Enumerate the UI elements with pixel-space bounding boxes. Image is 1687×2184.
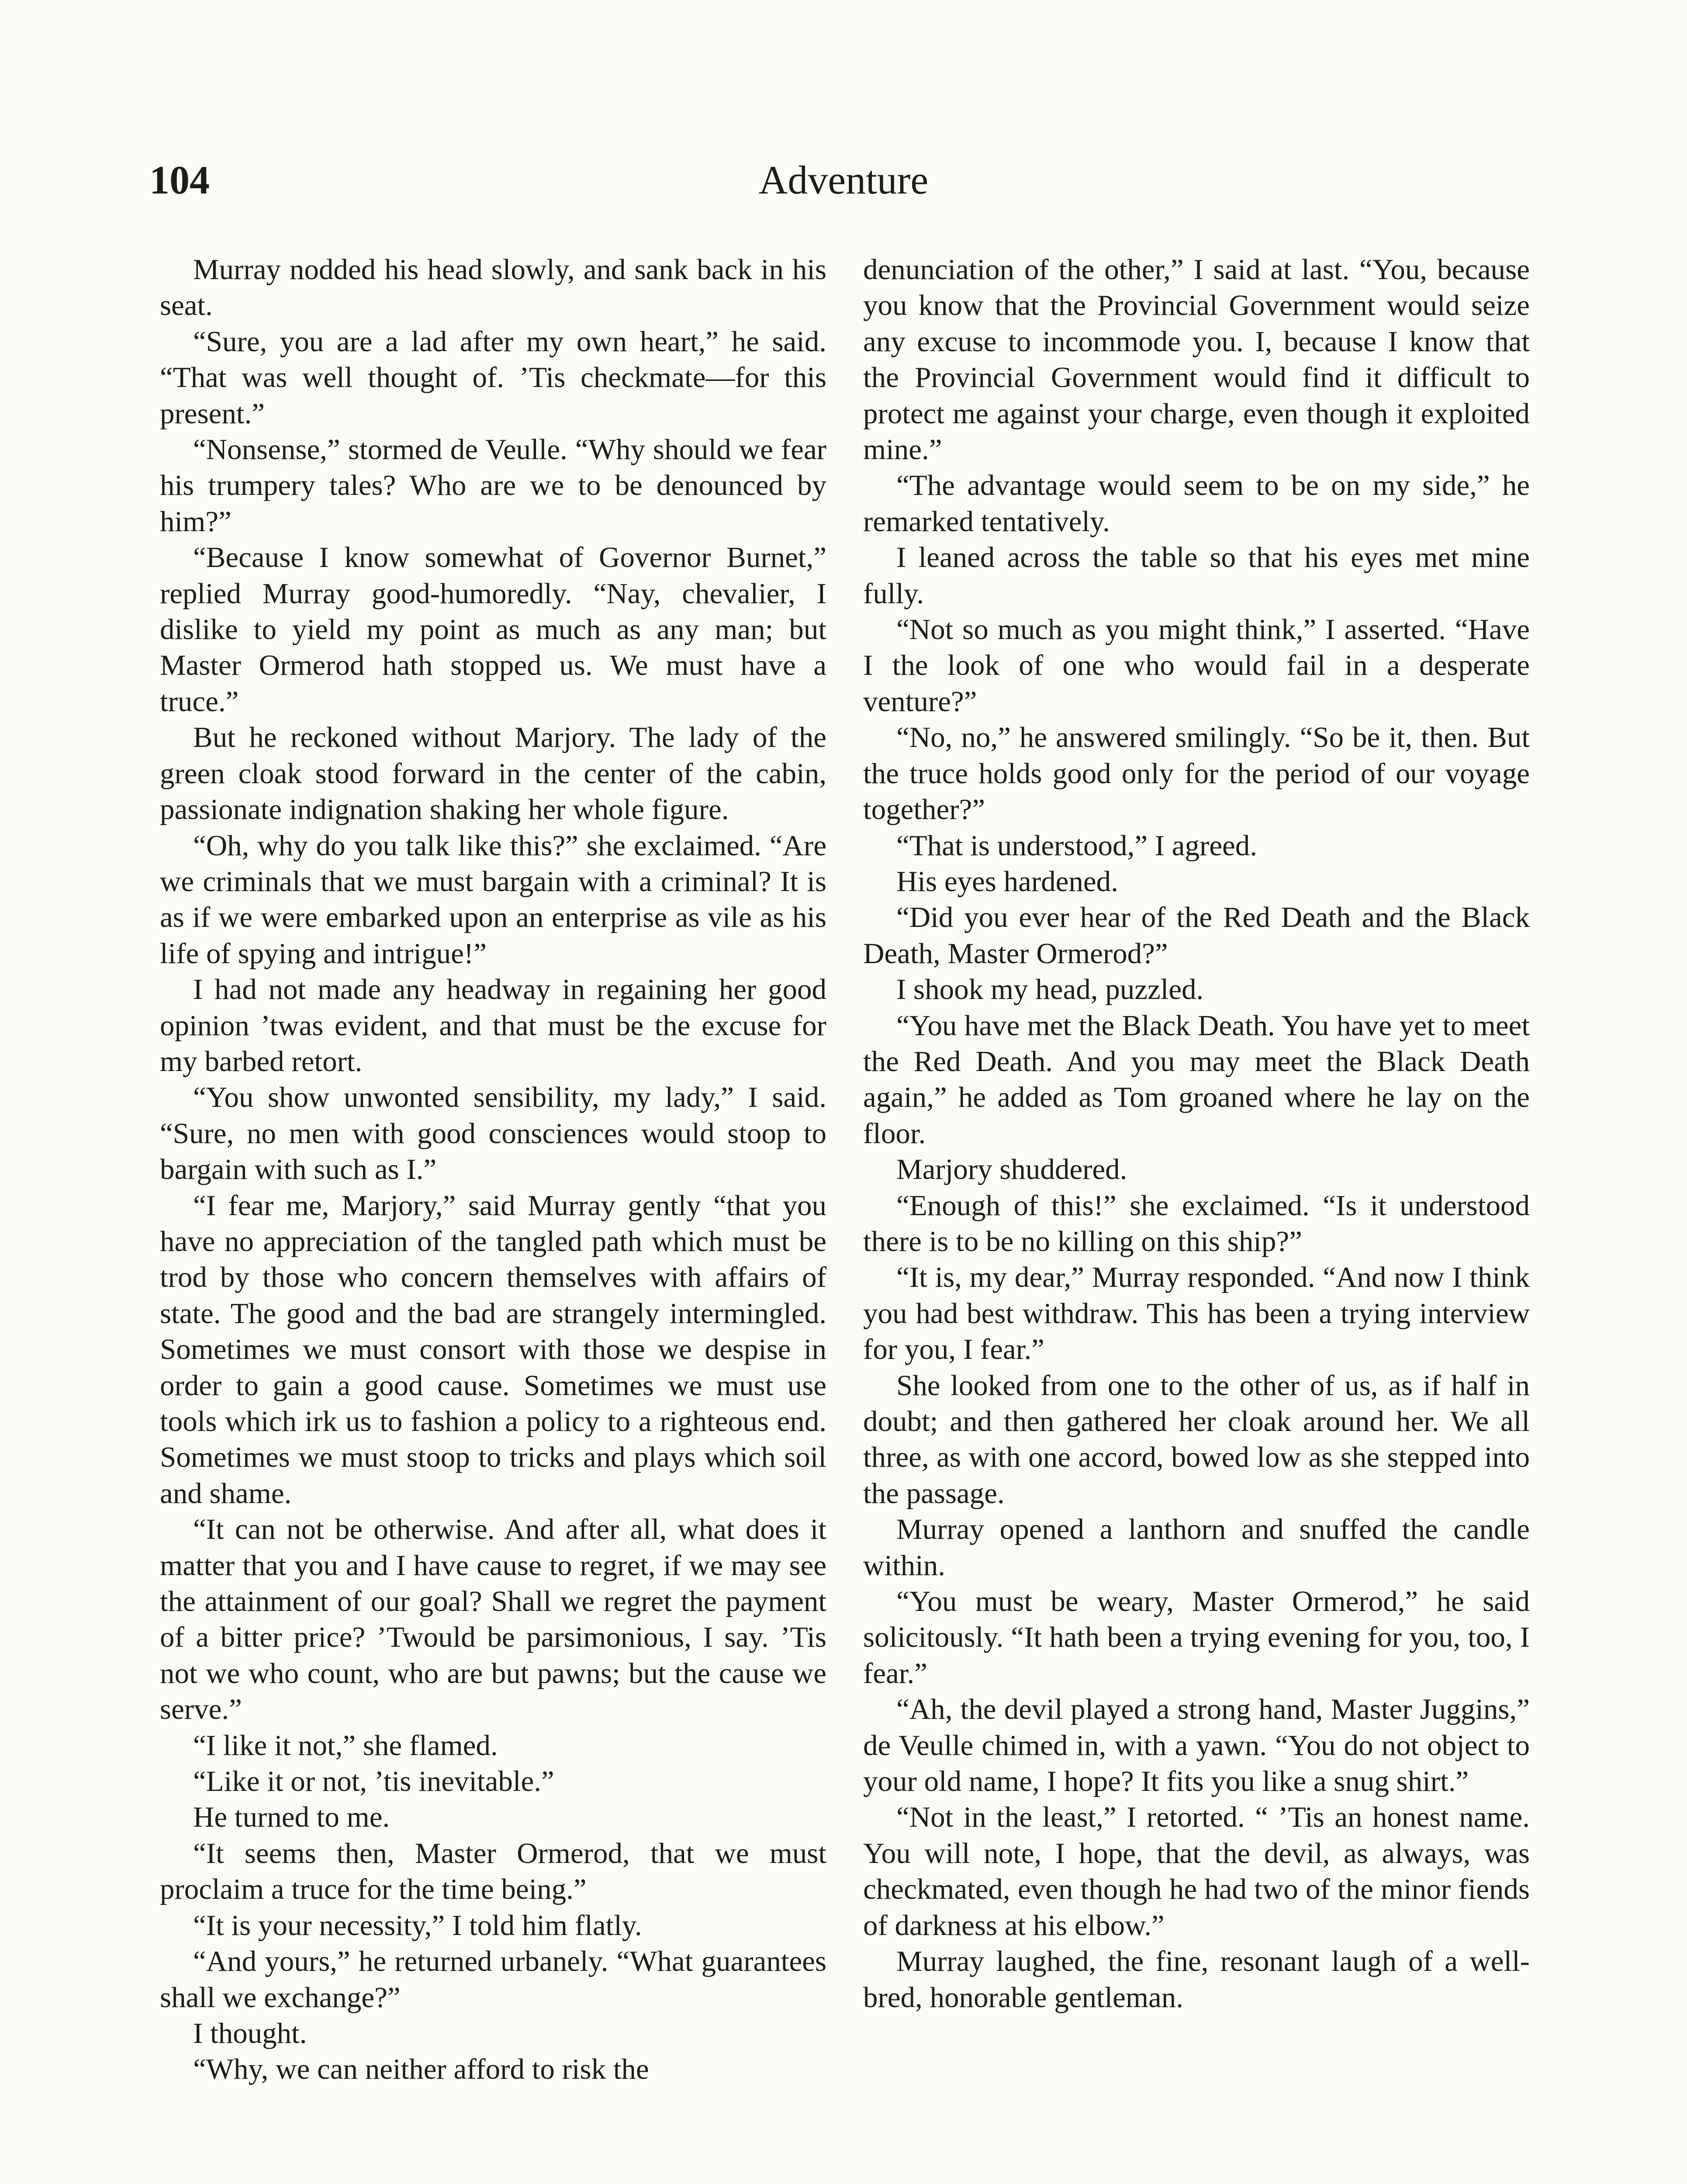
right-column	[863, 252, 1530, 2015]
paragraph: “That is understood,” I agreed.	[896, 829, 1258, 862]
paragraph: “I like it not,” she flamed.	[193, 1729, 498, 1762]
paragraph: Murray nodded his head slowly, and sank back in his seat.	[160, 253, 826, 322]
paragraph: “Sure, you are a lad after my own heart,” he said. “That was well thought of. ’Tis checkmate—for this present.”	[160, 325, 826, 430]
paragraph: “Oh, why do you talk like this?” she exclaimed. “Are we criminals that we must bargain with a criminal? It is as if we were embarked upon an enterprise as vile as his life of spying and intrigue!”	[160, 829, 826, 970]
page-title: Adventure	[758, 158, 929, 202]
paragraph: But he reckoned without Marjory. The lady of the green cloak stood forward in the center of the cabin, passionate indignation shaking her whole figure.	[160, 721, 826, 826]
paragraph: “You show unwonted sensibility, my lady,” I said. “Sure, no men with good consciences would stoop to bargain with such as I.”	[160, 1081, 826, 1186]
paragraph: “You must be weary, Master Ormerod,” he said solicitously. “It hath been a trying evening for you, too, I fear.”	[863, 1585, 1530, 1690]
paragraph: Marjory shuddered.	[896, 1153, 1127, 1186]
paragraph: His eyes hardened.	[896, 865, 1118, 898]
page-header	[0, 154, 1687, 211]
paragraph: “Ah, the devil played a strong hand, Master Juggins,” de Veulle chimed in, with a yawn. “You do not object to your old name, I hope? It fits you like a snug shirt.”	[863, 1693, 1530, 1798]
paragraph: “It seems then, Master Ormerod, that we must proclaim a truce for the time being.”	[160, 1837, 826, 1906]
paragraph: He turned to me.	[193, 1801, 390, 1834]
paragraph-continued: denunciation of the other,” I said at last. “You, because you know that the Provincial Government would seize any excuse to incommode you. I, because I know that the Provincial Government would find it difficult to protect me against your charge, even though it exploited mine.”	[863, 253, 1530, 466]
paragraph: “Like it or not, ’tis inevitable.”	[193, 1765, 554, 1798]
paragraph: “It can not be otherwise. And after all, what does it matter that you and I have cause to regret, if we may see the attainment of our goal? Shall we regret the payment of a bitter price? ’Twould be parsimonious, I say. ’Tis not we who count, who are but pawns; but the cause we serve.”	[160, 1513, 826, 1726]
paragraph: “Because I know somewhat of Governor Burnet,” replied Murray good-humoredly. “Nay, chevalier, I dislike to yield my point as much as any man; but Master Ormerod hath stopped us. We must have a truce.”	[160, 541, 826, 718]
paragraph: “And yours,” he returned urbanely. “What guarantees shall we exchange?”	[160, 1945, 826, 2014]
paragraph: Murray opened a lanthorn and snuffed the candle within.	[863, 1513, 1530, 1582]
paragraph: She looked from one to the other of us, as if half in doubt; and then gathered her cloak around her. We all three, as with one accord, bowed low as she stepped into the passage.	[863, 1369, 1530, 1510]
paragraph: “No, no,” he answered smilingly. “So be it, then. But the truce holds good only for the period of our voyage together?”	[863, 721, 1530, 826]
paragraph: I thought.	[193, 2017, 307, 2049]
paragraph: “Why, we can neither afford to risk the	[193, 2053, 649, 2086]
paragraph: “Nonsense,” stormed de Veulle. “Why should we fear his trumpery tales? Who are we to be denounced by him?”	[160, 433, 826, 538]
paragraph: “Did you ever hear of the Red Death and the Black Death, Master Ormerod?”	[863, 901, 1530, 970]
paragraph: I leaned across the table so that his eyes met mine fully.	[863, 541, 1530, 610]
paragraph: “The advantage would seem to be on my side,” he remarked tentatively.	[863, 469, 1530, 538]
paragraph: “Enough of this!” she exclaimed. “Is it understood there is to be no killing on this ship?”	[863, 1189, 1530, 1258]
paragraph: “It is, my dear,” Murray responded. “And now I think you had best withdraw. This has been a trying interview for you, I fear.”	[863, 1261, 1530, 1366]
paragraph: “I fear me, Marjory,” said Murray gently “that you have no appreciation of the tangled path which must be trod by those who concern themselves with affairs of state. The good and the bad are strangely intermingled. Sometimes we must consort with those we despise in order to gain a good cause. Sometimes we must use tools which irk us to fashion a policy to a righteous end. Sometimes we must stoop to tricks and plays which soil and shame.	[160, 1189, 826, 1510]
paragraph: I had not made any headway in regaining her good opinion ’twas evident, and that must be the excuse for my barbed retort.	[160, 973, 826, 1078]
left-column	[160, 252, 826, 2087]
paragraph: “It is your necessity,” I told him flatly.	[193, 1909, 642, 1942]
paragraph: Murray laughed, the fine, resonant laugh of a well-bred, honorable gentleman.	[863, 1945, 1530, 2014]
page-number: 104	[149, 158, 210, 202]
paragraph: “You have met the Black Death. You have yet to meet the Red Death. And you may meet the Black Death again,” he added as Tom groaned where he lay on the floor.	[863, 1009, 1530, 1150]
paragraph: “Not so much as you might think,” I asserted. “Have I the look of one who would fail in a desperate venture?”	[863, 613, 1530, 718]
paragraph: “Not in the least,” I retorted. “ ’Tis an honest name. You will note, I hope, that the devil, as always, was checkmated, even though he had two of the minor fiends of darkness at his elbow.”	[863, 1801, 1530, 1942]
paragraph: I shook my head, puzzled.	[896, 973, 1204, 1006]
